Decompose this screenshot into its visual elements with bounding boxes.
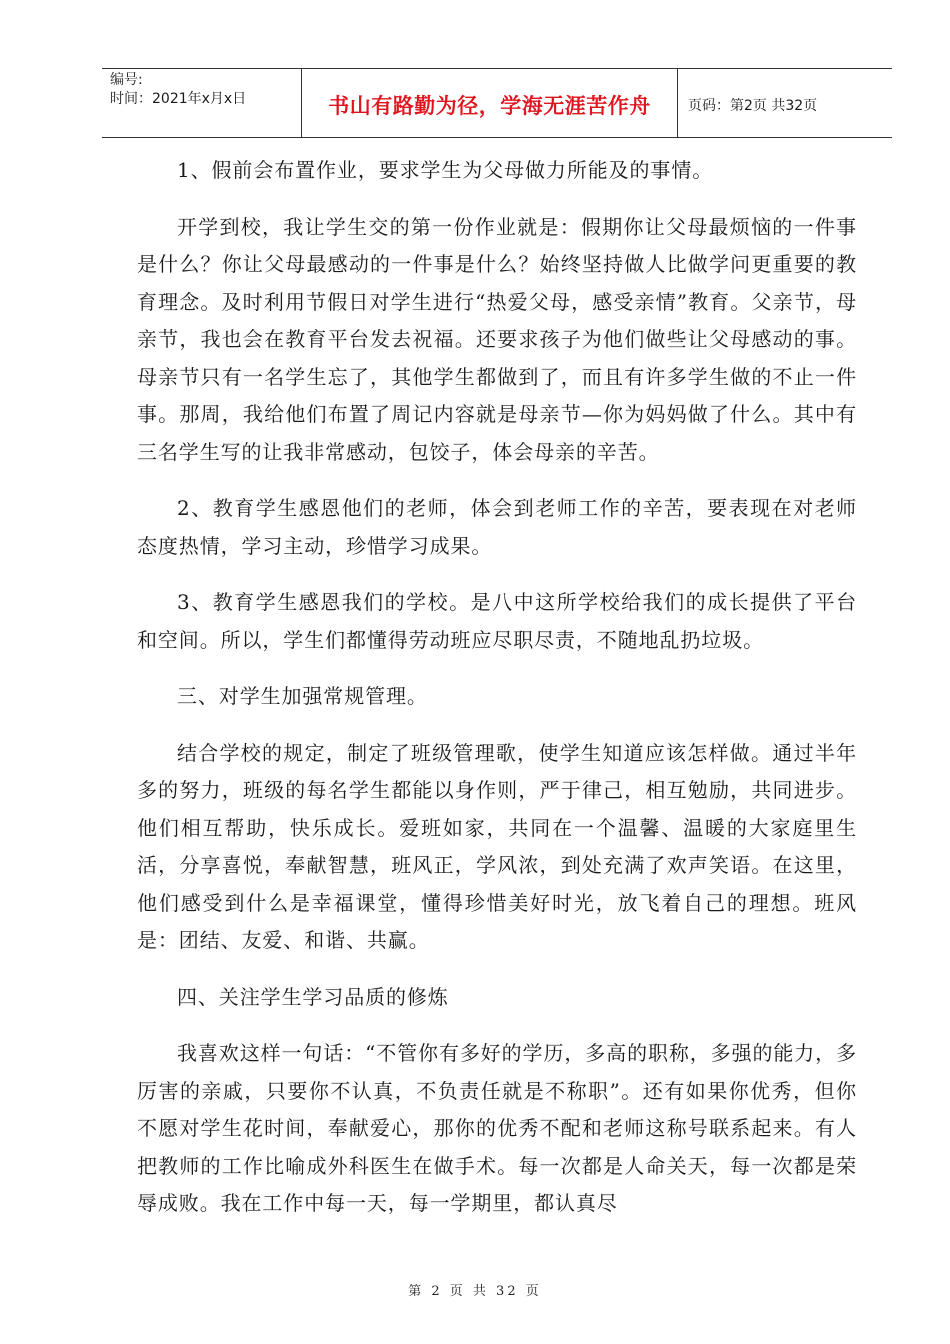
header-motto: 书山有路勤为径，学海无涯苦作舟 (302, 69, 678, 137)
code-label: 编号: (110, 72, 143, 88)
header-page-info: 页码：第2页 共32页 (688, 98, 818, 114)
section-heading-4: 四、关注学生学习品质的修炼 (177, 984, 449, 1009)
paragraph-3: 2、教育学生感恩他们的老师，体会到老师工作的辛苦，要表现在对老师态度热情，学习主动，珍惜学习成果。 (137, 496, 857, 558)
paragraph-4: 3、教育学生感恩我们的学校。是八中这所学校给我们的成长提供了平台和空间。所以，学生们都懂得劳动班应尽职尽责，不随地乱扔垃圾。 (137, 590, 857, 652)
paragraph-1: 1、假前会布置作业，要求学生为父母做力所能及的事情。 (177, 158, 714, 182)
paragraph-6: 我喜欢这样一句话：“不管你有多好的学历，多高的职称，多强的能力，多厉害的亲戚，只要你不认真，不负责任就是不称职”。还有如果你优秀，但你不愿对学生花时间，奉献爱心，那你的优秀不配和老师这称号联系起来。有人把教师的工作比喻成外科医生在做手术。每一次都是人命关天，每一次都是荣辱成败。我在工作中每一天，每一学期里，都认真尽 (137, 1041, 857, 1215)
page-footer: 第 2 页 共 32 页 (408, 1284, 542, 1299)
document-body (137, 152, 857, 1242)
header-meta (102, 69, 302, 137)
section-heading-3: 三、对学生加强常规管理。 (177, 684, 428, 708)
paragraph-5: 结合学校的规定，制定了班级管理歌，使学生知道应该怎样做。通过半年多的努力，班级的每名学生都能以身作则，严于律己，相互勉励，共同进步。他们相互帮助，快乐成长。爱班如家，共同在一个温馨、温暖的大家庭里生活，分享喜悦，奉献智慧，班风正，学风浓，到处充满了欢声笑语。在这里，他们感受到什么是幸福课堂，懂得珍惜美好时光，放飞着自己的理想。班风是：团结、友爱、和谐、共赢。 (137, 740, 857, 952)
document-header (102, 68, 892, 138)
paragraph-2: 开学到校，我让学生交的第一份作业就是：假期你让父母最烦恼的一件事是什么？你让父母最感动的一件事是什么？始终坚持做人比做学问更重要的教育理念。及时利用节假日对学生进行“热爱父母，感受亲情”教育。父亲节，母亲节，我也会在教育平台发去祝福。还要求孩子为他们做些让父母感动的事。母亲节只有一名学生忘了，其他学生都做到了，而且有许多学生做的不止一件事。那周，我给他们布置了周记内容就是母亲节—你为妈妈做了什么。其中有三名学生写的让我非常感动，包饺子，体会母亲的辛苦。 (137, 214, 857, 464)
time-label: 时间：2021年x月x日 (110, 91, 247, 107)
